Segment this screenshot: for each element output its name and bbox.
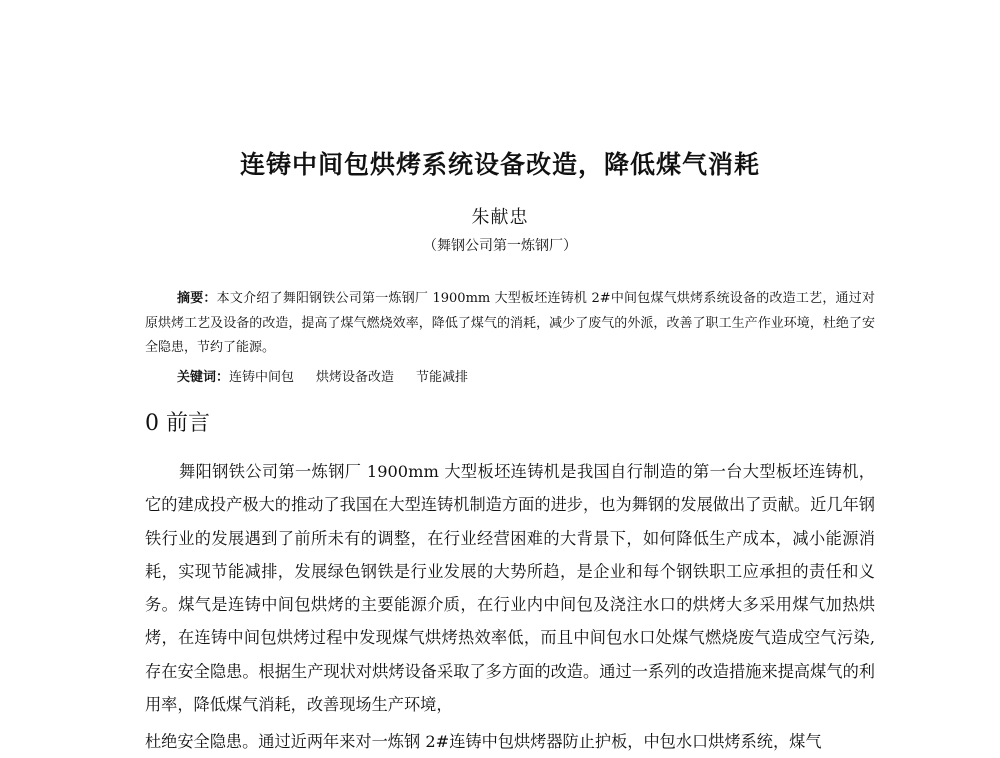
keyword-item: 连铸中间包 bbox=[229, 370, 295, 385]
section-heading-preface: 0 前言 bbox=[145, 411, 210, 436]
cut-off-text-line: 杜绝安全隐患。通过近两年来对一炼钢 2#连铸中包烘烤器防止护板，中包水口烘烤系统，煤气 bbox=[145, 732, 822, 751]
author-name: 朱献忠 bbox=[471, 207, 529, 228]
abstract bbox=[145, 287, 875, 361]
abstract-label: 摘要： bbox=[177, 291, 217, 306]
keywords bbox=[177, 366, 490, 385]
author-affiliation: （舞钢公司第一炼钢厂） bbox=[423, 238, 577, 254]
keywords-label: 关键词： bbox=[177, 370, 230, 385]
keyword-item: 烘烤设备改造 bbox=[316, 370, 395, 385]
abstract-text: 本文介绍了舞阳钢铁公司第一炼钢厂 1900mm 大型板坯连铸机 2#中间包煤气烘烤系统设备的改造工艺，通过对原烘烤工艺及设备的改造，提高了煤气燃烧效率，降低了煤气的消耗，减少了废气的外派，改善了职工生产作业环境，杜绝了安全隐患，节约了能源。 bbox=[145, 291, 875, 355]
body-paragraph: 舞阳钢铁公司第一炼钢厂 1900mm 大型板坯连铸机是我国自行制造的第一台大型板坯连铸机，它的建成投产极大的推动了我国在大型连铸机制造方面的进步，也为舞钢的发展做出了贡献。近几年钢铁行业的发展遇到了前所未有的调整，在行业经营困难的大背景下，如何降低生产成本，减小能源消耗，实现节能减排，发展绿色钢铁是行业发展的大势所趋，是企业和每个钢铁职工应承担的责任和义务。煤气是连铸中间包烘烤的主要能源介质，在行业内中间包及浇注水口的烘烤大多采用煤气加热烘烤，在连铸中间包烘烤过程中发现煤气烘烤热效率低，而且中间包水口处煤气燃烧废气造成空气污染,存在安全隐患。根据生产现状对烘烤设备采取了多方面的改造。通过一系列的改造措施来提高煤气的利用率，降低煤气消耗，改善现场生产环境， bbox=[145, 462, 875, 715]
keyword-item: 节能减排 bbox=[416, 370, 469, 385]
paper-title: 连铸中间包烘烤系统设备改造，降低煤气消耗 bbox=[239, 150, 760, 179]
